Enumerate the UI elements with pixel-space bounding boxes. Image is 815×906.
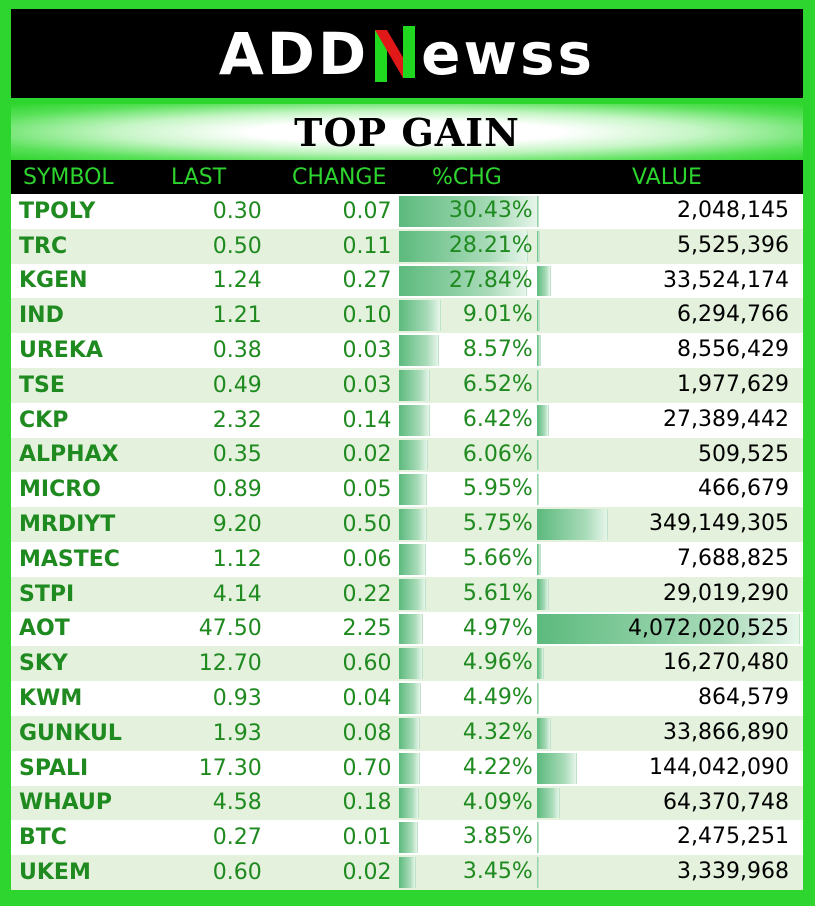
- cell-symbol: [11, 825, 162, 850]
- cell-change-text: 0.03: [342, 372, 392, 398]
- pct-bar: [399, 614, 423, 645]
- value-bar: [537, 753, 578, 784]
- value-bar: [537, 231, 540, 262]
- cell-value: [537, 368, 803, 403]
- pct-bar: [399, 440, 427, 471]
- cell-pct-text: 5.61%: [462, 580, 533, 606]
- cell-last-text: 0.89: [212, 477, 262, 503]
- pct-bar: [399, 544, 426, 575]
- cell-last-text: 2.32: [212, 407, 262, 433]
- cell-value: [537, 855, 803, 890]
- cell-last-text: 0.50: [212, 233, 262, 259]
- cell-symbol: [11, 199, 162, 224]
- pct-bar: [399, 822, 417, 853]
- cell-last-text: 0.93: [212, 686, 262, 712]
- cell-pct-text: 28.21%: [448, 232, 533, 258]
- pct-bar: [399, 300, 441, 331]
- cell-value: [537, 612, 803, 647]
- cell-last-text: 1.93: [212, 720, 262, 746]
- cell-pct-text: 30.43%: [448, 198, 533, 223]
- value-bar: [537, 474, 539, 505]
- cell-change-text: 0.07: [342, 198, 392, 224]
- cell-change-text: 0.14: [342, 407, 392, 433]
- pct-bar: [399, 648, 422, 679]
- table-row: [11, 368, 803, 403]
- value-bar: [537, 509, 608, 540]
- cell-symbol-text: SKY: [19, 651, 68, 677]
- value-bar: [537, 266, 551, 297]
- cell-last: [162, 616, 266, 641]
- cell-symbol-text: UKEM: [19, 860, 91, 886]
- cell-pct: [399, 229, 536, 264]
- cell-last-text: 17.30: [198, 755, 262, 781]
- cell-value-text: 27,389,442: [663, 406, 789, 432]
- cell-symbol-text: STPI: [19, 581, 75, 607]
- cell-change: [266, 234, 400, 259]
- cell-pct: [399, 716, 536, 751]
- cell-value-text: 8,556,429: [677, 337, 789, 363]
- pct-bar: [399, 509, 426, 540]
- cell-change: [266, 825, 400, 850]
- table-row: [11, 438, 803, 473]
- cell-last-text: 0.49: [212, 372, 262, 398]
- cell-symbol-text: TPOLY: [19, 198, 96, 224]
- cell-pct: [399, 786, 536, 821]
- cell-change-text: 0.27: [342, 268, 392, 294]
- cell-symbol-text: SPALI: [19, 755, 89, 781]
- cell-change-text: 0.02: [342, 860, 392, 886]
- table-row: [11, 333, 803, 368]
- cell-symbol-text: KWM: [19, 686, 83, 712]
- value-bar: [537, 718, 551, 749]
- cell-symbol: [11, 442, 162, 467]
- cell-value-text: 2,475,251: [677, 824, 789, 850]
- header-pct: %CHG: [432, 164, 502, 190]
- cell-value: [537, 333, 803, 368]
- cell-pct: [399, 820, 536, 855]
- cell-pct: [399, 403, 536, 438]
- cell-last: [162, 303, 266, 328]
- value-bar: [537, 788, 560, 819]
- cell-value: [537, 507, 803, 542]
- cell-pct-text: 4.32%: [462, 719, 533, 745]
- cell-last: [162, 547, 266, 572]
- pct-bar: [399, 405, 429, 436]
- cell-change-text: 0.06: [342, 546, 392, 572]
- pct-bar: [399, 335, 439, 366]
- cell-value-text: 6,294,766: [677, 302, 789, 328]
- cell-symbol: [11, 512, 162, 537]
- cell-pct-text: 5.66%: [462, 545, 533, 571]
- cell-change: [266, 547, 400, 572]
- cell-symbol: [11, 721, 162, 746]
- cell-change: [266, 408, 400, 433]
- cell-value-text: 5,525,396: [677, 232, 789, 258]
- cell-value: [537, 403, 803, 438]
- table-body: [11, 194, 803, 890]
- pct-bar: [399, 788, 419, 819]
- cell-value-text: 1,977,629: [677, 371, 789, 397]
- cell-pct-text: 5.95%: [462, 476, 533, 502]
- cell-pct: [399, 333, 536, 368]
- cell-symbol: [11, 860, 162, 885]
- cell-symbol-text: IND: [19, 303, 64, 329]
- cell-change: [266, 512, 400, 537]
- cell-value-text: 16,270,480: [663, 650, 789, 676]
- cell-change-text: 0.18: [342, 790, 392, 816]
- cell-change: [266, 651, 400, 676]
- cell-pct-text: 27.84%: [448, 267, 533, 293]
- pct-bar: [399, 683, 420, 714]
- cell-value: [537, 298, 803, 333]
- cell-pct-text: 4.49%: [462, 685, 533, 711]
- cell-pct: [399, 472, 536, 507]
- cell-symbol-text: MASTEC: [19, 546, 120, 572]
- pct-bar: [399, 474, 427, 505]
- value-bar: [537, 440, 539, 471]
- cell-last-text: 0.27: [212, 825, 262, 851]
- cell-change-text: 0.11: [342, 233, 392, 259]
- header-change: CHANGE: [292, 164, 387, 190]
- cell-symbol-text: CKP: [19, 407, 69, 433]
- value-bar: [537, 544, 541, 575]
- cell-last: [162, 651, 266, 676]
- table-row: [11, 298, 803, 333]
- cell-symbol: [11, 616, 162, 641]
- cell-change: [266, 721, 400, 746]
- table-row: [11, 472, 803, 507]
- cell-last: [162, 686, 266, 711]
- cell-pct: [399, 646, 536, 681]
- cell-symbol-text: KGEN: [19, 268, 88, 294]
- pct-bar: [399, 857, 416, 888]
- cell-symbol: [11, 651, 162, 676]
- cell-last-text: 9.20: [212, 512, 262, 538]
- header-symbol: SYMBOL: [23, 164, 114, 190]
- cell-change: [266, 860, 400, 885]
- cell-change: [266, 686, 400, 711]
- cell-last-text: 0.60: [212, 860, 262, 886]
- cell-value-text: 4,072,020,525: [628, 615, 789, 641]
- logo-prefix: ADD: [218, 19, 370, 88]
- pct-bar: [399, 370, 430, 401]
- pct-bar: [399, 753, 419, 784]
- cell-last: [162, 790, 266, 815]
- brand-logo: [218, 19, 596, 88]
- cell-value: [537, 194, 803, 229]
- cell-last-text: 4.14: [212, 581, 262, 607]
- cell-change-text: 0.10: [342, 303, 392, 329]
- cell-last-text: 0.35: [212, 442, 262, 468]
- cell-change-text: 0.01: [342, 825, 392, 851]
- cell-value: [537, 438, 803, 473]
- table-row: [11, 751, 803, 786]
- cell-value: [537, 577, 803, 612]
- cell-symbol-text: MRDIYT: [19, 512, 116, 538]
- cell-change-text: 0.02: [342, 442, 392, 468]
- cell-symbol: [11, 686, 162, 711]
- value-bar: [537, 405, 549, 436]
- cell-value: [537, 820, 803, 855]
- cell-symbol-text: TRC: [19, 233, 68, 259]
- cell-symbol-text: MICRO: [19, 477, 101, 503]
- cell-symbol: [11, 338, 162, 363]
- cell-value: [537, 786, 803, 821]
- cell-value-text: 33,524,174: [663, 267, 789, 293]
- value-bar: [537, 822, 539, 853]
- cell-value-text: 509,525: [698, 441, 789, 467]
- title-band: [11, 104, 803, 160]
- cell-last-text: 12.70: [198, 651, 262, 677]
- cell-pct: [399, 751, 536, 786]
- cell-last-text: 47.50: [198, 616, 262, 642]
- cell-pct-text: 4.22%: [462, 754, 533, 780]
- cell-symbol: [11, 234, 162, 259]
- cell-pct-text: 6.06%: [462, 441, 533, 467]
- cell-pct-text: 8.57%: [462, 337, 533, 363]
- cell-change: [266, 477, 400, 502]
- value-bar: [537, 648, 545, 679]
- cell-last: [162, 338, 266, 363]
- header-value: VALUE: [632, 164, 702, 190]
- pct-bar: [399, 718, 420, 749]
- pct-bar: [399, 579, 425, 610]
- cell-value-text: 7,688,825: [677, 545, 789, 571]
- table-row: [11, 577, 803, 612]
- cell-change: [266, 582, 400, 607]
- table-row: [11, 403, 803, 438]
- cell-last-text: 0.38: [212, 338, 262, 364]
- cell-pct: [399, 855, 536, 890]
- cell-symbol: [11, 373, 162, 398]
- cell-change-text: 0.08: [342, 720, 392, 746]
- cell-value-text: 33,866,890: [663, 719, 789, 745]
- cell-change: [266, 268, 400, 293]
- cell-change: [266, 756, 400, 781]
- cell-symbol-text: AOT: [19, 616, 70, 642]
- cell-last: [162, 199, 266, 224]
- table-row: [11, 542, 803, 577]
- cell-symbol: [11, 477, 162, 502]
- cell-last: [162, 408, 266, 433]
- table-header: [11, 160, 803, 194]
- cell-symbol: [11, 582, 162, 607]
- cell-change: [266, 442, 400, 467]
- value-bar: [537, 196, 539, 227]
- cell-value-text: 349,149,305: [649, 511, 789, 537]
- cell-symbol: [11, 408, 162, 433]
- cell-value: [537, 264, 803, 299]
- cell-pct: [399, 542, 536, 577]
- cell-change: [266, 616, 400, 641]
- cell-last: [162, 268, 266, 293]
- table-row: [11, 820, 803, 855]
- table-row: [11, 194, 803, 229]
- logo-banner: [11, 9, 803, 98]
- cell-value: [537, 751, 803, 786]
- cell-last: [162, 442, 266, 467]
- cell-pct-text: 4.97%: [462, 615, 533, 641]
- cell-pct: [399, 438, 536, 473]
- cell-change-text: 2.25: [342, 616, 392, 642]
- cell-symbol: [11, 303, 162, 328]
- cell-change-text: 0.03: [342, 338, 392, 364]
- cell-pct-text: 9.01%: [462, 302, 533, 328]
- cell-value-text: 864,579: [698, 685, 789, 711]
- value-bar: [537, 683, 539, 714]
- logo-n-mark-icon: [371, 24, 419, 84]
- value-bar: [537, 370, 539, 401]
- cell-pct: [399, 298, 536, 333]
- cell-pct: [399, 194, 536, 229]
- cell-pct: [399, 368, 536, 403]
- cell-last-text: 1.24: [212, 268, 262, 294]
- cell-pct: [399, 612, 536, 647]
- cell-change-text: 0.05: [342, 477, 392, 503]
- cell-value: [537, 229, 803, 264]
- cell-last-text: 4.58: [212, 790, 262, 816]
- cell-last: [162, 477, 266, 502]
- cell-symbol: [11, 756, 162, 781]
- cell-last-text: 0.30: [212, 198, 262, 224]
- cell-value-text: 144,042,090: [649, 754, 789, 780]
- cell-value-text: 3,339,968: [677, 859, 789, 885]
- table-row: [11, 786, 803, 821]
- cell-symbol: [11, 790, 162, 815]
- cell-value: [537, 681, 803, 716]
- cell-pct: [399, 507, 536, 542]
- table-row: [11, 229, 803, 264]
- logo-suffix: ewss: [421, 19, 596, 88]
- cell-last: [162, 721, 266, 746]
- table-row: [11, 507, 803, 542]
- table-row: [11, 264, 803, 299]
- table-row: [11, 716, 803, 751]
- cell-value: [537, 646, 803, 681]
- cell-last: [162, 582, 266, 607]
- cell-change-text: 0.04: [342, 686, 392, 712]
- cell-pct-text: 6.42%: [462, 406, 533, 432]
- table-row: [11, 612, 803, 647]
- gainers-table: [11, 160, 803, 890]
- cell-change: [266, 303, 400, 328]
- table-row: [11, 855, 803, 890]
- cell-last: [162, 825, 266, 850]
- cell-symbol-text: WHAUP: [19, 790, 113, 816]
- cell-last: [162, 756, 266, 781]
- cell-pct-text: 4.09%: [462, 789, 533, 815]
- table-row: [11, 646, 803, 681]
- cell-pct: [399, 577, 536, 612]
- cell-pct-text: 3.85%: [462, 824, 533, 850]
- cell-change-text: 0.50: [342, 512, 392, 538]
- cell-value-text: 466,679: [698, 476, 789, 502]
- value-bar: [537, 335, 541, 366]
- cell-symbol-text: UREKA: [19, 338, 103, 364]
- cell-symbol: [11, 268, 162, 293]
- cell-change: [266, 373, 400, 398]
- cell-value: [537, 542, 803, 577]
- cell-value-text: 29,019,290: [663, 580, 789, 606]
- value-bar: [537, 579, 549, 610]
- cell-pct-text: 4.96%: [462, 650, 533, 676]
- cell-last: [162, 512, 266, 537]
- cell-symbol-text: BTC: [19, 825, 67, 851]
- cell-change-text: 0.70: [342, 755, 392, 781]
- cell-last: [162, 860, 266, 885]
- cell-symbol-text: TSE: [19, 372, 65, 398]
- cell-symbol-text: ALPHAX: [19, 442, 119, 468]
- cell-change: [266, 338, 400, 363]
- cell-change: [266, 199, 400, 224]
- cell-value-text: 2,048,145: [677, 198, 789, 223]
- cell-change: [266, 790, 400, 815]
- cell-symbol: [11, 547, 162, 572]
- table-row: [11, 681, 803, 716]
- cell-last-text: 1.21: [212, 303, 262, 329]
- cell-symbol-text: GUNKUL: [19, 720, 122, 746]
- value-bar: [537, 857, 539, 888]
- cell-change-text: 0.60: [342, 651, 392, 677]
- page-title: TOP GAIN: [294, 109, 520, 155]
- bottom-strip: [11, 892, 803, 895]
- cell-pct: [399, 264, 536, 299]
- cell-value: [537, 472, 803, 507]
- cell-value-text: 64,370,748: [663, 789, 789, 815]
- cell-last: [162, 234, 266, 259]
- cell-pct-text: 5.75%: [462, 511, 533, 537]
- header-last: LAST: [171, 164, 227, 190]
- cell-last: [162, 373, 266, 398]
- cell-last-text: 1.12: [212, 546, 262, 572]
- cell-pct: [399, 681, 536, 716]
- value-bar: [537, 300, 540, 331]
- cell-pct-text: 6.52%: [462, 371, 533, 397]
- cell-value: [537, 716, 803, 751]
- cell-pct-text: 3.45%: [462, 859, 533, 885]
- cell-change-text: 0.22: [342, 581, 392, 607]
